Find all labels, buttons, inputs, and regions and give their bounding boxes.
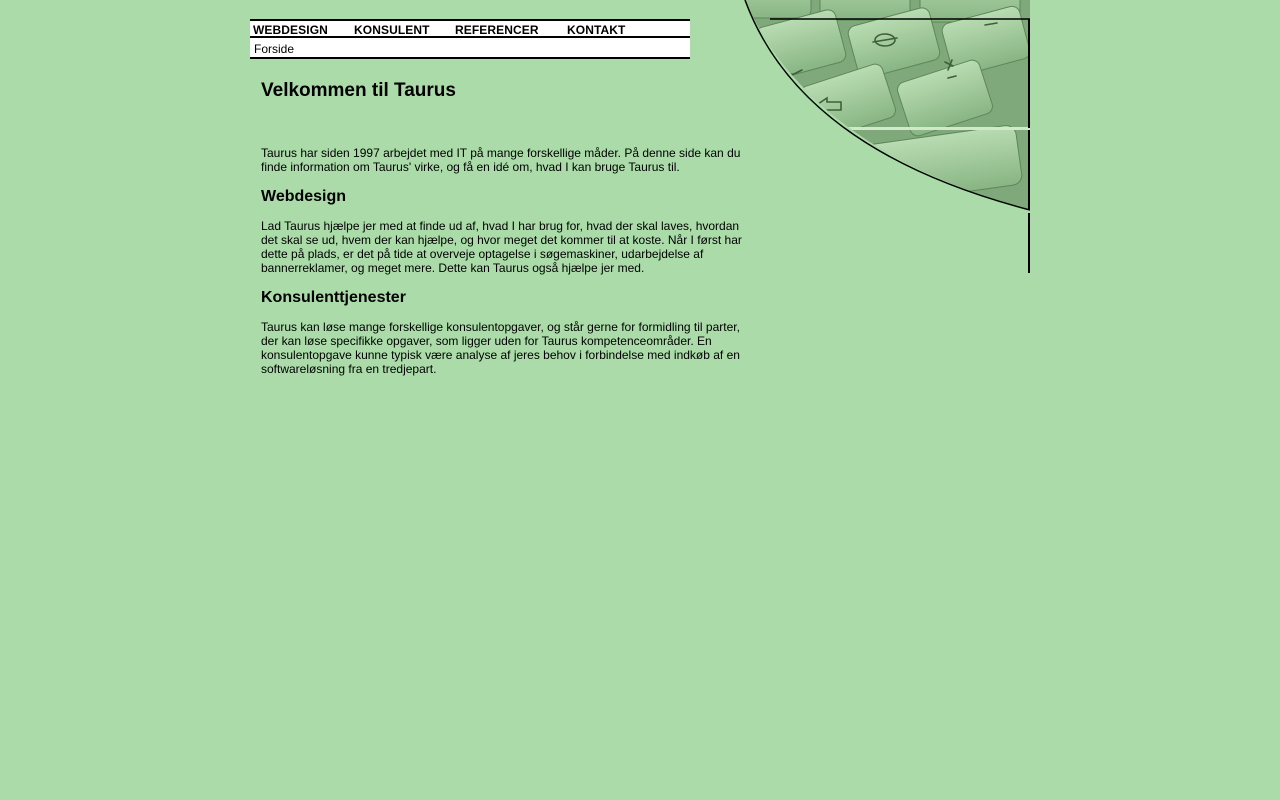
main-nav <box>250 19 690 38</box>
section-heading-konsulent: Konsulenttjenester <box>261 289 406 306</box>
section-text-konsulent: Taurus kan løse mange forskellige konsulentopgaver, og står gerne for formidling til parter, der kan løse specifikke opgaver, som ligger uden for Taurus kompetenceområder. En konsulentopgave kunne typisk være analyse af jeres behov i forbindelse med indkøb af en softwareløsning fra en tredjepart. <box>261 320 740 376</box>
nav-item-kontakt[interactable]: KONTAKT <box>567 23 626 37</box>
main-content <box>261 78 751 389</box>
section-heading-webdesign: Webdesign <box>261 188 347 205</box>
intro-text: Taurus har siden 1997 arbejdet med IT på mange forskellige måder. På denne side kan du finde information om Taurus' virke, og få en idé om, hvad I kan bruge Taurus til. <box>261 146 741 174</box>
section-text-webdesign: Lad Taurus hjælpe jer med at finde ud af, hvad I har brug for, hvad der skal laves, hvordan det skal se ud, hvem der kan hjælpe, og hvor meget det kommer til at koste. Når I først har dette på plads, er det på tide at overveje optagelse i søgemaskiner, udarbejdelse af bannerreklamer, og meget mere. Dette kan Taurus også hjælpe jer med. <box>261 219 742 275</box>
page-title: Velkommen til Taurus <box>261 80 456 101</box>
nav-item-konsulent[interactable]: KONSULENT <box>354 23 430 37</box>
breadcrumb <box>250 38 690 59</box>
nav-item-webdesign[interactable]: WEBDESIGN <box>253 23 328 37</box>
breadcrumb-forside[interactable]: Forside <box>254 42 295 56</box>
nav-item-referencer[interactable]: REFERENCER <box>455 23 539 37</box>
page-frame <box>250 0 1030 800</box>
